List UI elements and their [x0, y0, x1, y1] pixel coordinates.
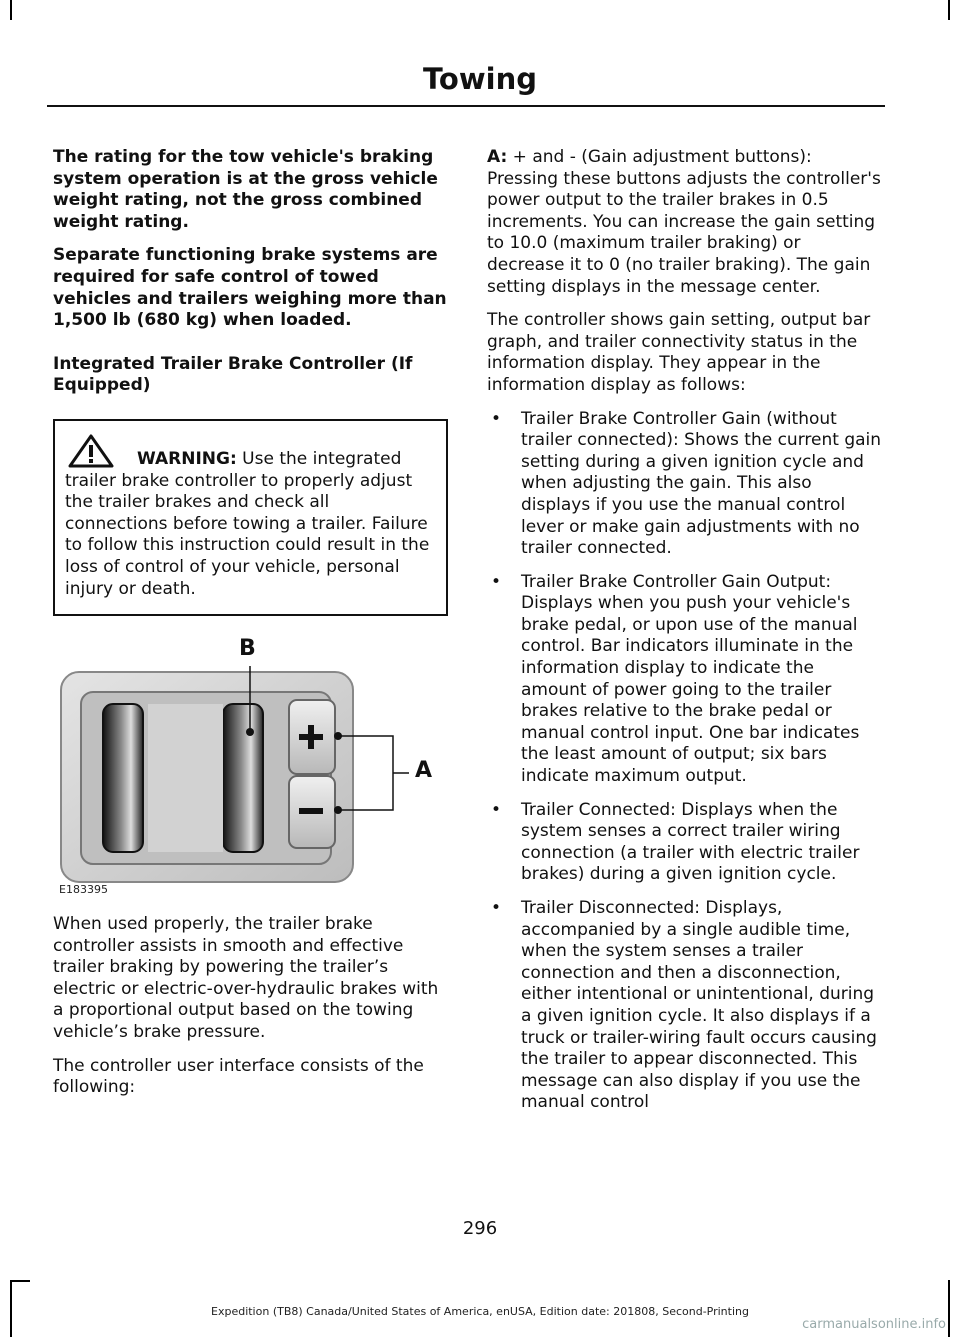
warning-box: [53, 419, 448, 616]
section-heading: Integrated Trailer Brake Controller (If Equipped): [53, 353, 413, 396]
list-item: • Trailer Brake Controller Gain (without trailer connected): Shows the current gain setting during a given ignition cycle and when adjusting the gain. This also displays if you use the manual control lever or make gain adjustments with no trailer connected.: [487, 409, 882, 560]
brake-controller-illustration: [53, 636, 448, 900]
figure-code: E183395: [59, 882, 108, 896]
page-number: 296: [462, 1218, 498, 1239]
callout-b-label: B: [239, 636, 256, 662]
warning-triangle-icon: [67, 433, 115, 469]
list-item: • Trailer Brake Controller Gain Output: Displays when you push your vehicle's brake pedal, or upon use of the manual control. Bar indicators illuminate in the information display to indicate the amount of power going to the trailer brakes relative to the brake pedal or manual control input. One bar indicates the least amount of output; six bars indicate maximum output.: [487, 572, 882, 788]
display-intro-paragraph: The controller shows gain setting, output bar graph, and trailer connectivity status in the information display. They appear in the information display as follows:: [487, 310, 871, 395]
footer-edition-note: Expedition (TB8) Canada/United States of America, enUSA, Edition date: 201808, Second-Printing: [211, 1305, 749, 1318]
callout-a-label: A: [415, 758, 433, 784]
warning-label: WARNING:: [137, 448, 237, 469]
display-messages-list: [487, 409, 882, 1114]
left-column: [53, 147, 448, 1111]
warning-text: [65, 449, 436, 600]
header-rule: [47, 105, 885, 107]
right-column: [487, 147, 882, 1126]
crop-mark-top-right-v: [948, 0, 950, 20]
gain-buttons-paragraph: [487, 147, 882, 298]
crop-mark-top-left-v: [10, 0, 12, 20]
crop-mark-bottom-left-h: [10, 1280, 30, 1282]
item-a-label: A:: [487, 147, 508, 167]
list-item: • Trailer Disconnected: Displays, accompanied by a single audible time, when the system senses a trailer connection and then a disconnection, either intentional or unintentional, during a given ignition cycle. It also displays if a truck or trailer-wiring fault occurs causing the trailer to appear disconnected. This message can also display if you use the manual control: [487, 898, 882, 1114]
list-item: • Trailer Connected: Displays when the system senses a correct trailer wiring connection (a trailer with electric trailer brakes) during a given ignition cycle.: [487, 800, 882, 886]
watermark-text: carmanualsonline.info: [802, 1317, 946, 1332]
usage-paragraph: When used properly, the trailer brake controller assists in smooth and effective trailer braking by powering the trailer’s electric or electric-over-hydraulic brakes with a proportional output based on the towing vehicle’s brake pressure.: [53, 914, 439, 1043]
brake-controller-figure: [53, 636, 448, 900]
separate-brakes-paragraph: Separate functioning brake systems are required for safe control of towed vehicles and trailers weighing more than 1,500 lb (680 kg) when loaded.: [53, 245, 447, 331]
tow-rating-paragraph: The rating for the tow vehicle's braking system operation is at the gross vehicle weight rating, not the gross combined weight rating.: [53, 147, 438, 232]
interface-intro-paragraph: The controller user interface consists of the following:: [53, 1055, 424, 1098]
item-a-text: + and - (Gain adjustment buttons): Pressing these buttons adjusts the controller's power output to the trailer brakes in 0.5 increments. You can increase the gain setting to 10.0 (maximum trailer braking) or decrease it to 0 (no trailer braking). The gain setting displays in the message center.: [487, 147, 881, 297]
page-header-title: Towing: [423, 62, 537, 96]
warning-body: Use the integrated trailer brake controller to properly adjust the trailer brakes and check all connections before towing a trailer. Failure to follow this instruction could result in the loss of control of your vehicle, personal injury or death.: [65, 448, 430, 599]
